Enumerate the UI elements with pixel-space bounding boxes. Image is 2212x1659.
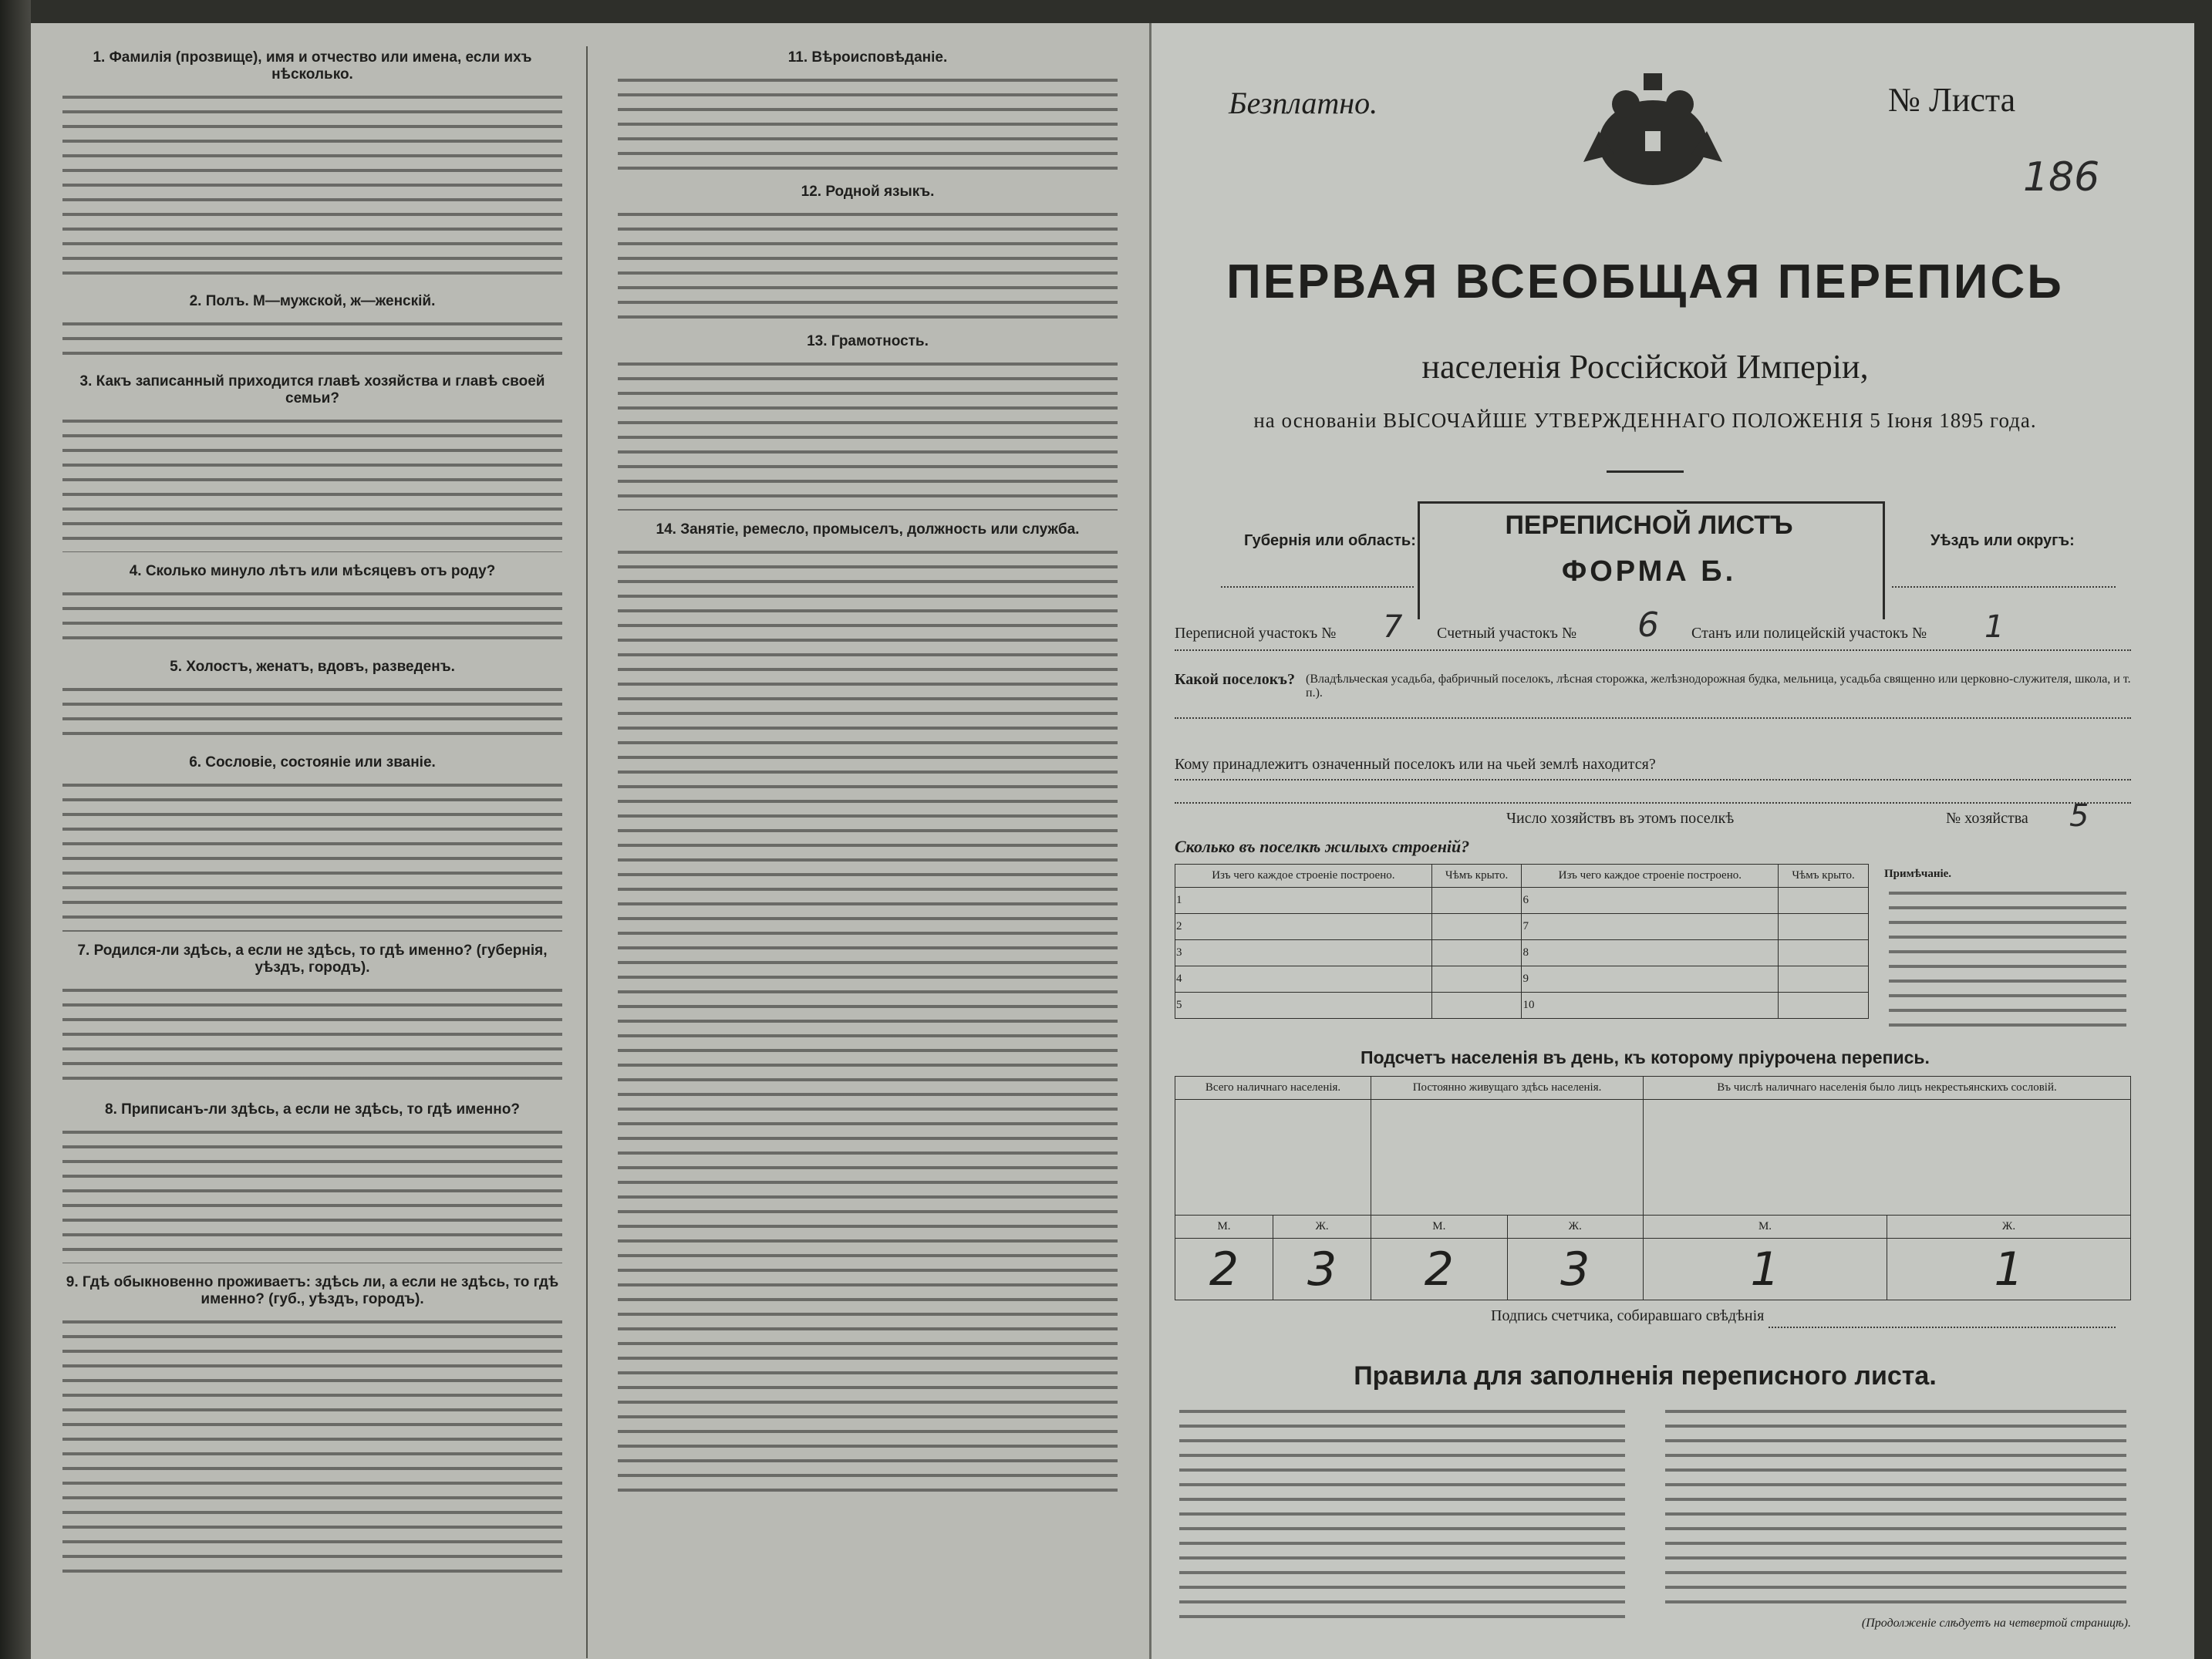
body-text: [62, 1125, 562, 1263]
table-cell: [1175, 1100, 1371, 1216]
form-line: [1175, 649, 2131, 652]
body-text: [62, 586, 562, 648]
table-cell: 4: [1175, 966, 1432, 993]
document-legal-basis: на основаніи ВЫСОЧАЙШЕ УТВЕРЖДЕННАГО ПОЛОЖЕНІЯ 5 Іюня 1895 года.: [1253, 409, 2037, 432]
form-label: ФОРМА Б.: [1561, 555, 1737, 588]
table-header: Постоянно живущаго здѣсь населенія.: [1371, 1077, 1644, 1100]
settlement-question: Какой поселокъ?: [1175, 671, 1295, 688]
body-text: [62, 413, 562, 552]
owner-question: Кому принадлежитъ означенный поселокъ или на чьей землѣ находится?: [1175, 756, 1656, 773]
note-text: [1889, 885, 2126, 1032]
heading-item-2: 2. Полъ. М—мужской, ж—женскій.: [189, 293, 436, 309]
heading-item-11: 11. Вѣроисповѣданіе.: [787, 49, 948, 66]
handwritten-sheet-number: 186: [2023, 154, 2100, 201]
form-line: [1175, 717, 2131, 720]
document-title: ПЕРВАЯ ВСЕОБЩАЯ ПЕРЕПИСЬ: [1226, 255, 2064, 309]
rules-title: Правила для заполненія переписного листа.: [1354, 1361, 1937, 1391]
heading-item-3: 3. Какъ записанный приходится главѣ хозяйства и главѣ своей семьи?: [79, 373, 545, 406]
rules-text: [1179, 1404, 1625, 1620]
double-headed-eagle-emblem-icon: [1583, 69, 1722, 193]
instructions-column-1: [58, 39, 567, 1589]
sex-label: М.: [1371, 1216, 1507, 1239]
heading-item-12: 12. Родной языкъ.: [801, 184, 935, 200]
precinct-value: 7: [1383, 609, 1403, 645]
table-header: Чѣмъ крыто.: [1431, 865, 1522, 888]
table-cell: 3: [1175, 940, 1432, 966]
table-cell: 6: [1522, 888, 1779, 914]
free-label: Безплатно.: [1229, 86, 1378, 120]
table-cell: 10: [1522, 993, 1779, 1019]
sheet-number-label: № Листа: [1888, 81, 2016, 119]
table-cell: [1371, 1100, 1644, 1216]
sex-label: Ж.: [1507, 1216, 1643, 1239]
sex-label: Ж.: [1887, 1216, 2130, 1239]
count-value: 2: [1371, 1239, 1507, 1300]
heading-item-8: 8. Приписанъ-ли здѣсь, а если не здѣсь, то гдѣ именно?: [105, 1101, 520, 1118]
stan-label: Станъ или полицейскій участокъ №: [1691, 625, 1927, 642]
form-line: [1175, 802, 2131, 804]
table-header: Изъ чего каждое строеніе построено.: [1522, 865, 1779, 888]
continuation-note: (Продолженіе слѣдуетъ на четвертой страницѣ).: [1861, 1617, 2131, 1630]
census-sheet-title: ПЕРЕПИСНОЙ ЛИСТЪ: [1505, 511, 1793, 540]
document-subtitle: населенія Россійской Имперіи,: [1421, 348, 1869, 386]
body-text: [62, 316, 562, 362]
sex-label: Ж.: [1273, 1216, 1371, 1239]
right-page-census-form: [1149, 23, 2194, 1659]
province-label: Губернія или область:: [1244, 532, 1416, 549]
count-value: 1: [1887, 1239, 2130, 1300]
table-header: Чѣмъ крыто.: [1779, 865, 1869, 888]
heading-item-4: 4. Сколько минуло лѣтъ или мѣсяцевъ отъ роду?: [129, 563, 496, 579]
body-text: [62, 89, 562, 282]
heading-item-9: 9. Гдѣ обыкновенно проживаетъ: здѣсь ли, а если не здѣсь, то гдѣ именно? (губ., уѣздъ, городъ).: [66, 1274, 559, 1307]
heading-item-6: 6. Сословіе, состояніе или званіе.: [189, 754, 436, 770]
column-divider: [586, 46, 588, 1658]
district-line: [1892, 586, 2116, 588]
population-count-title: Подсчетъ населенія въ день, къ которому пріурочена перепись.: [1361, 1047, 1930, 1067]
heading-item-5: 5. Холостъ, женатъ, вдовъ, разведенъ.: [170, 659, 455, 675]
table-cell: 1: [1175, 888, 1432, 914]
rules-column-2: [1661, 1404, 2131, 1630]
body-text: [618, 72, 1118, 173]
table-header: Всего наличнаго населенія.: [1175, 1077, 1371, 1100]
table-cell: 5: [1175, 993, 1432, 1019]
count-area-label: Счетный участокъ №: [1437, 625, 1577, 642]
household-number-value: 5: [2069, 798, 2089, 834]
body-text: [618, 356, 1118, 511]
count-value: 1: [1644, 1239, 1887, 1300]
district-label: Уѣздъ или округъ:: [1930, 532, 2075, 549]
buildings-question: Сколько въ поселкѣ жилыхъ строеній?: [1175, 837, 1470, 856]
count-area-value: 6: [1637, 605, 1659, 645]
sex-label: М.: [1644, 1216, 1887, 1239]
count-value: 2: [1175, 1239, 1273, 1300]
households-question: Число хозяйствъ въ этомъ поселкѣ: [1506, 810, 1735, 827]
note-title: Примѣчаніе.: [1884, 868, 1952, 880]
body-text: [62, 777, 562, 932]
table-header: Изъ чего каждое строеніе построено.: [1175, 865, 1432, 888]
count-value: 3: [1507, 1239, 1643, 1300]
table-cell: 9: [1522, 966, 1779, 993]
precinct-label: Переписной участокъ №: [1175, 625, 1337, 642]
heading-item-13: 13. Грамотность.: [807, 333, 929, 349]
province-line: [1221, 586, 1414, 588]
table-header: Въ числѣ наличнаго населенія было лицъ некрестьянскихъ сословій.: [1644, 1077, 2131, 1100]
population-count-table: [1175, 1076, 2131, 1300]
form-line: [1175, 779, 2131, 781]
count-value: 3: [1273, 1239, 1371, 1300]
table-cell: 2: [1175, 914, 1432, 940]
body-text: [62, 1314, 562, 1584]
heading-item-1: 1. Фамилія (прозвище), имя и отчество или имена, если ихъ нѣсколько.: [93, 49, 532, 83]
sex-label: М.: [1175, 1216, 1273, 1239]
note-block: [1884, 868, 2131, 1037]
divider: [1607, 470, 1684, 473]
household-number-label: № хозяйства: [1946, 810, 2028, 827]
instructions-column-2: [613, 39, 1122, 1506]
stan-value: 1: [1984, 609, 2005, 645]
book-spine-edge: [0, 0, 31, 1659]
signature-line: [1769, 1327, 2116, 1329]
table-cell: 8: [1522, 940, 1779, 966]
rules-column-1: [1175, 1404, 1630, 1624]
body-text: [62, 682, 562, 744]
body-text: [618, 545, 1118, 1501]
rules-text: [1665, 1404, 2126, 1612]
body-text: [62, 983, 562, 1091]
signature-label: Подпись счетчика, собиравшаго свѣдѣнія: [1491, 1307, 1765, 1324]
left-page-instructions: [31, 23, 1149, 1659]
settlement-hint: (Владѣльческая усадьба, фабричный поселокъ, лѣсная сторожка, желѣзнодорожная будка, мельница, усадьба священно или церковно-служителя, школа, и т. п.).: [1306, 673, 2131, 700]
table-cell: 7: [1522, 914, 1779, 940]
heading-item-7: 7. Родился-ли здѣсь, а если не здѣсь, то гдѣ именно? (губернія, уѣздъ, городъ).: [77, 942, 548, 976]
buildings-table: [1175, 864, 1869, 1019]
body-text: [618, 207, 1118, 322]
heading-item-14: 14. Занятіе, ремесло, промыселъ, должность или служба.: [656, 521, 1080, 538]
table-cell: [1644, 1100, 2131, 1216]
